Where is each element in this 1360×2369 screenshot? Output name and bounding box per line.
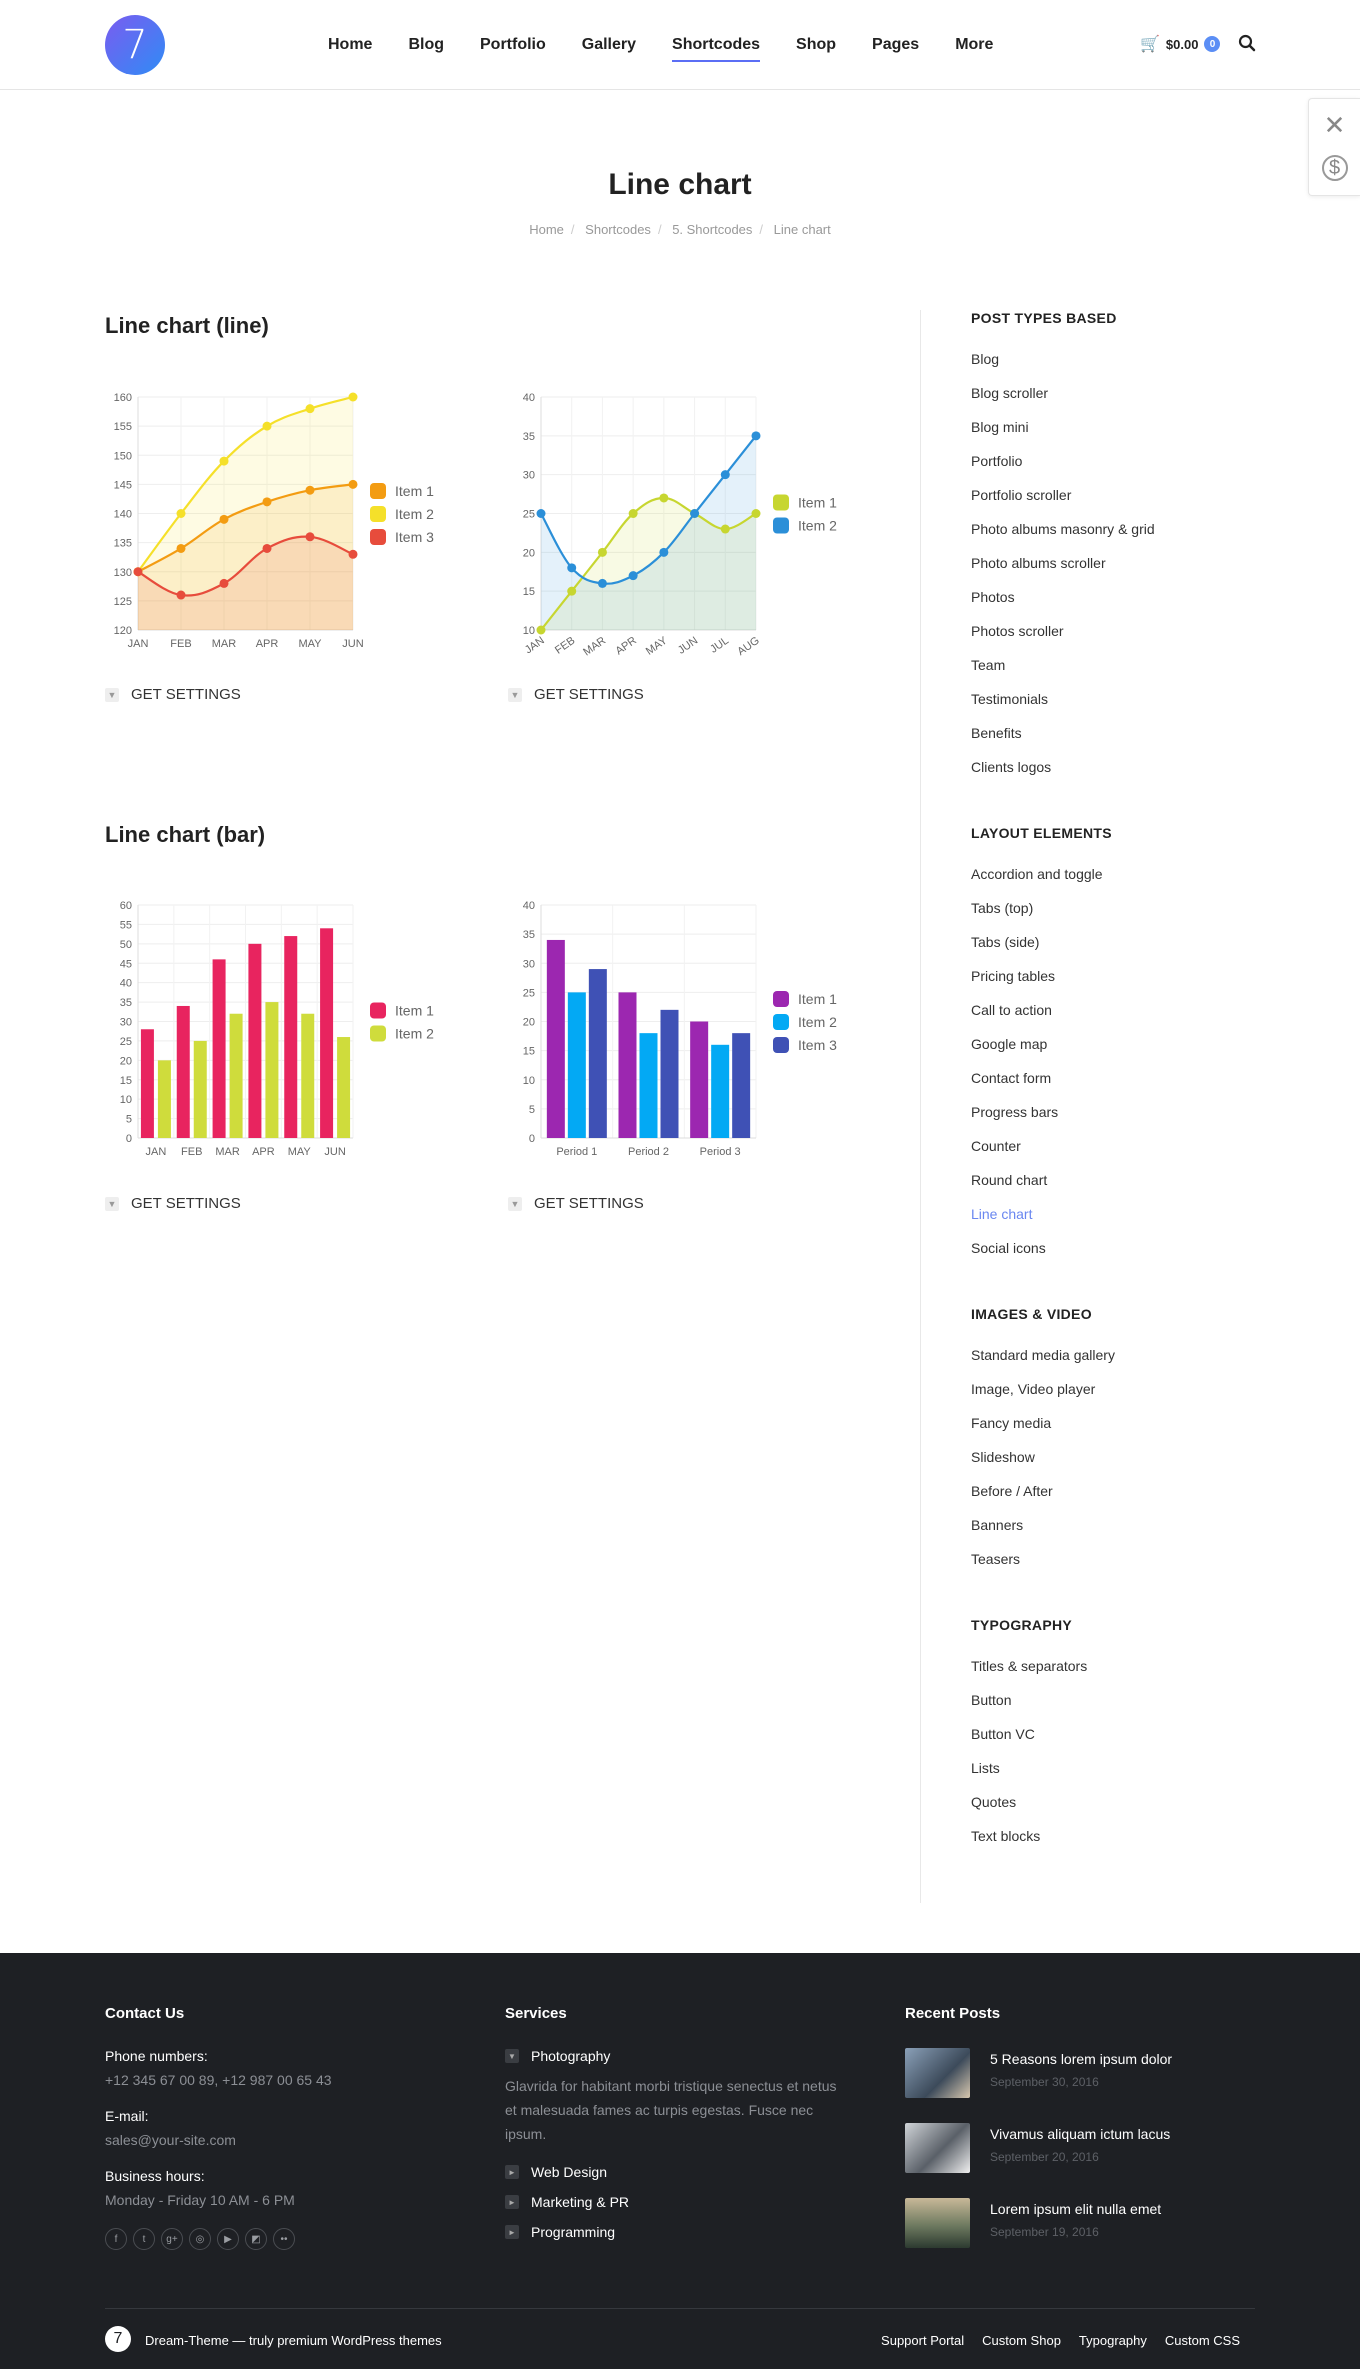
sidebar-link[interactable]: Benefits	[971, 725, 1022, 741]
x-tick-label: FEB	[553, 634, 578, 657]
site-header	[0, 0, 1360, 90]
y-tick-label: 135	[113, 537, 132, 550]
data-point	[306, 486, 315, 495]
y-tick-label: 30	[522, 958, 535, 971]
chevron-right-icon: ►	[505, 2225, 519, 2239]
x-tick-label: APR	[613, 634, 639, 658]
sidebar	[971, 310, 1291, 1894]
sidebar-link[interactable]: Round chart	[971, 1172, 1048, 1188]
y-tick-label: 20	[119, 1055, 132, 1068]
y-tick-label: 35	[119, 997, 132, 1010]
x-tick-label: JAN	[522, 634, 547, 657]
get-settings-1[interactable]	[105, 686, 241, 703]
y-tick-label: 30	[119, 1016, 132, 1029]
sidebar-link[interactable]: Testimonials	[971, 691, 1049, 707]
sidebar-link[interactable]: Blog scroller	[971, 385, 1049, 401]
sidebar-link[interactable]: Teasers	[971, 1551, 1021, 1567]
service-programming[interactable]	[505, 2224, 845, 2240]
sidebar-group	[971, 1306, 1291, 1576]
y-tick-label: 40	[119, 977, 132, 990]
recent-post[interactable]	[905, 2048, 1172, 2098]
sidebar-link[interactable]: Pricing tables	[971, 968, 1056, 984]
bar	[213, 959, 226, 1138]
legend-swatch	[370, 529, 386, 545]
post-thumbnail[interactable]	[905, 2198, 970, 2248]
service-label: Photography	[531, 2048, 611, 2064]
service-description: Glavrida for habitant morbi tristique senectus et netus et malesuada fames ac turpis egestas. Fusce nec ipsum.	[505, 2078, 837, 2142]
y-tick-label: 50	[119, 938, 132, 951]
dribbble-icon[interactable]: ◎	[189, 2228, 211, 2250]
x-tick-label: JUN	[675, 634, 701, 657]
sidebar-link[interactable]: Tabs (side)	[971, 934, 1040, 950]
get-settings-4[interactable]	[508, 1195, 644, 1212]
x-tick-label: MAR	[211, 638, 237, 650]
x-tick-label: Period 2	[628, 1146, 669, 1158]
hours-value: Monday - Friday 10 AM - 6 PM	[105, 2192, 295, 2208]
data-point	[537, 626, 546, 635]
y-tick-label: 10	[522, 1074, 535, 1087]
legend-label: Item 1	[395, 483, 434, 499]
sidebar-link[interactable]: Contact form	[971, 1070, 1052, 1086]
bar	[141, 1029, 154, 1138]
legend-swatch	[773, 991, 789, 1007]
nav-blog[interactable]: Blog	[408, 36, 444, 53]
sidebar-link[interactable]: Blog	[971, 351, 1000, 367]
post-date: September 30, 2016	[990, 2075, 1099, 2089]
email-value[interactable]: sales@your-site.com	[105, 2132, 236, 2148]
bar	[337, 1037, 350, 1138]
legend-label: Item 1	[395, 1002, 434, 1019]
x-tick-label: MAR	[581, 634, 609, 659]
footer-contact-title: Contact Us	[105, 2005, 185, 2022]
data-point	[721, 470, 730, 479]
sidebar-link[interactable]: Team	[971, 657, 1006, 673]
sidebar-group-title: LAYOUT ELEMENTS	[971, 825, 1112, 841]
sidebar-link[interactable]: Photos scroller	[971, 623, 1064, 639]
post-thumbnail[interactable]	[905, 2048, 970, 2098]
chevron-down-icon: ▼	[508, 688, 522, 702]
nav-shortcodes[interactable]: Shortcodes	[672, 30, 760, 60]
data-point	[220, 515, 229, 524]
y-tick-label: 5	[528, 1103, 535, 1116]
cart-icon: 🛒	[1140, 36, 1160, 53]
sidebar-group	[971, 310, 1291, 784]
bar	[711, 1045, 729, 1138]
sidebar-link[interactable]: Before / After	[971, 1483, 1053, 1499]
page-title: Line chart	[608, 168, 752, 201]
sidebar-link[interactable]: Fancy media	[971, 1415, 1052, 1431]
y-tick-label: 160	[113, 392, 132, 404]
data-point	[721, 525, 730, 534]
x-tick-label: MAY	[287, 1146, 311, 1158]
sidebar-link[interactable]: Text blocks	[971, 1828, 1041, 1844]
sidebar-link[interactable]: Counter	[971, 1138, 1021, 1154]
phone-value: +12 345 67 00 89, +12 987 00 65 43	[105, 2072, 332, 2088]
data-point	[598, 579, 607, 588]
data-point	[220, 579, 229, 588]
footer-bottom-links	[863, 2333, 1240, 2348]
bar	[177, 1006, 190, 1138]
post-date: September 20, 2016	[990, 2150, 1099, 2164]
y-tick-label: 35	[522, 929, 535, 942]
sidebar-link[interactable]: Banners	[971, 1517, 1024, 1533]
sidebar-link[interactable]: Photo albums masonry & grid	[971, 521, 1155, 537]
data-point	[537, 509, 546, 518]
chevron-right-icon: ►	[505, 2165, 519, 2179]
data-point	[263, 497, 272, 506]
bar	[690, 1022, 708, 1139]
x-tick-label: JUL	[708, 634, 732, 656]
x-tick-label: MAY	[643, 634, 670, 658]
data-point	[263, 544, 272, 553]
legend-swatch	[370, 483, 386, 499]
legend-swatch	[370, 506, 386, 522]
bar	[320, 928, 333, 1138]
main-nav	[310, 0, 1011, 90]
x-tick-label: JAN	[127, 638, 149, 650]
footer-services-title: Services	[505, 2005, 567, 2022]
bar	[547, 940, 565, 1138]
sidebar-link[interactable]: Button VC	[971, 1726, 1035, 1742]
section-title-bar: Line chart (bar)	[105, 822, 266, 847]
x-tick-label: MAY	[298, 638, 322, 650]
legend-swatch	[773, 495, 789, 511]
site-footer	[0, 1953, 1360, 2369]
bar	[732, 1033, 750, 1138]
sidebar-link[interactable]: Portfolio scroller	[971, 487, 1072, 503]
data-point	[629, 571, 638, 580]
legend-label: Item 3	[798, 1037, 837, 1053]
legend-swatch	[773, 1014, 789, 1030]
y-tick-label: 25	[522, 987, 535, 1000]
service-marketing[interactable]	[505, 2194, 845, 2210]
legend-label: Item 1	[798, 991, 837, 1007]
legend-label: Item 2	[395, 506, 434, 522]
y-tick-label: 15	[119, 1074, 132, 1087]
sidebar-group-title: POST TYPES BASED	[971, 310, 1117, 326]
service-label: Marketing & PR	[531, 2194, 630, 2210]
breadcrumb: Home / Shortcodes / 5. Shortcodes / Line chart	[529, 222, 831, 237]
cart-count-badge: 0	[1204, 36, 1220, 52]
post-title[interactable]: Lorem ipsum elit nulla emet	[990, 2201, 1162, 2217]
bar	[158, 1060, 171, 1138]
legend-label: Item 3	[395, 529, 434, 545]
site-logo[interactable]: 7	[105, 15, 165, 75]
section-title-line: Line chart (line)	[105, 313, 269, 338]
legend-swatch	[370, 1026, 386, 1042]
nav-shop[interactable]: Shop	[796, 36, 837, 53]
sidebar-link[interactable]: Portfolio	[971, 453, 1023, 469]
sidebar-link[interactable]: Lists	[971, 1760, 1000, 1776]
y-tick-label: 40	[522, 392, 535, 404]
sidebar-link[interactable]: Blog mini	[971, 419, 1029, 435]
service-label: Web Design	[531, 2164, 608, 2180]
y-tick-label: 55	[119, 919, 132, 932]
google-plus-icon[interactable]: g+	[161, 2228, 183, 2250]
get-settings-label: GET SETTINGS	[131, 686, 241, 703]
footer-recent-posts	[905, 2005, 1172, 2273]
footer-recent-title: Recent Posts	[905, 2005, 1001, 2022]
footer-link-typography[interactable]: Typography	[1078, 2333, 1147, 2348]
x-tick-label: Period 1	[556, 1146, 598, 1158]
chevron-down-icon: ▼	[105, 1197, 119, 1211]
bar	[284, 936, 297, 1138]
x-tick-label: FEB	[170, 638, 192, 650]
post-thumbnail[interactable]	[905, 2123, 970, 2173]
sidebar-link[interactable]: Progress bars	[971, 1104, 1059, 1120]
sidebar-link[interactable]: Social icons	[971, 1240, 1046, 1256]
email-label: E-mail:	[105, 2108, 149, 2124]
y-tick-label: 150	[113, 450, 132, 463]
get-settings-label: GET SETTINGS	[131, 1195, 241, 1212]
get-settings-3[interactable]	[105, 1195, 241, 1212]
y-tick-label: 10	[119, 1094, 132, 1107]
bar	[568, 992, 586, 1138]
footer-link-shop[interactable]: Custom Shop	[982, 2333, 1061, 2348]
sidebar-link[interactable]: Accordion and toggle	[971, 866, 1103, 882]
sidebar-group	[971, 1617, 1291, 1853]
data-point	[177, 591, 186, 600]
post-title[interactable]: Vivamus aliquam ictum lacus	[990, 2126, 1171, 2142]
flickr-icon[interactable]: ••	[273, 2228, 295, 2250]
bar	[589, 969, 607, 1138]
sidebar-link[interactable]: Titles & separators	[971, 1658, 1088, 1674]
y-tick-label: 0	[528, 1133, 535, 1145]
sidebar-link[interactable]: Slideshow	[971, 1449, 1035, 1465]
data-point	[659, 493, 668, 502]
x-tick-label: JAN	[145, 1146, 167, 1158]
chart-line-2-svg	[498, 385, 878, 665]
y-tick-label: 35	[522, 430, 535, 443]
data-point	[349, 480, 358, 489]
legend-swatch	[773, 1037, 789, 1053]
x-tick-label: APR	[255, 638, 279, 650]
youtube-icon[interactable]: ▶	[217, 2228, 239, 2250]
x-tick-label: AUG	[735, 634, 762, 659]
legend-label: Item 1	[798, 494, 837, 511]
sidebar-divider	[920, 310, 921, 1903]
y-tick-label: 30	[522, 469, 535, 482]
bar	[194, 1041, 207, 1138]
breadcrumb-home[interactable]: Home	[529, 222, 564, 237]
recent-post[interactable]	[905, 2198, 1172, 2248]
twitter-icon[interactable]: t	[133, 2228, 155, 2250]
nav-home[interactable]: Home	[328, 36, 373, 53]
cart-amount: $0.00	[1165, 36, 1199, 52]
data-point	[629, 509, 638, 518]
sidebar-group-title: IMAGES & VIDEO	[971, 1306, 1092, 1322]
sidebar-link[interactable]: Photo albums scroller	[971, 555, 1106, 571]
delicious-icon[interactable]: ◩	[245, 2228, 267, 2250]
phone-label: Phone numbers:	[105, 2048, 208, 2064]
service-web-design[interactable]	[505, 2164, 845, 2180]
legend-swatch	[773, 518, 789, 534]
hours-label: Business hours:	[105, 2168, 205, 2184]
x-tick-label: Period 3	[699, 1146, 741, 1158]
bar	[265, 1002, 278, 1138]
data-point	[567, 563, 576, 572]
y-tick-label: 20	[522, 547, 535, 560]
service-photography[interactable]	[505, 2048, 845, 2064]
footer-contact	[105, 2005, 332, 2250]
bar	[230, 1014, 243, 1138]
get-settings-label: GET SETTINGS	[534, 686, 644, 703]
data-point	[134, 567, 143, 576]
data-point	[263, 422, 272, 431]
breadcrumb-5-shortcodes[interactable]: 5. Shortcodes	[672, 222, 753, 237]
sidebar-link[interactable]: Call to action	[971, 1002, 1052, 1018]
y-tick-label: 120	[113, 625, 132, 637]
y-tick-label: 130	[113, 566, 132, 579]
bar	[661, 1010, 679, 1138]
sidebar-group-title: TYPOGRAPHY	[971, 1617, 1073, 1633]
get-settings-label: GET SETTINGS	[534, 1195, 644, 1212]
data-point	[598, 548, 607, 557]
sidebar-link[interactable]: Button	[971, 1692, 1012, 1708]
post-title[interactable]: 5 Reasons lorem ipsum dolor	[990, 2051, 1173, 2067]
x-tick-label: FEB	[181, 1146, 203, 1158]
y-tick-label: 25	[119, 1035, 132, 1048]
legend-label: Item 2	[798, 517, 837, 534]
data-point	[567, 587, 576, 596]
tools-icon[interactable]: ✕	[1323, 110, 1346, 140]
data-point	[752, 509, 761, 518]
data-point	[306, 532, 315, 541]
y-tick-label: 140	[113, 508, 132, 521]
y-tick-label: 15	[522, 586, 535, 599]
sidebar-link[interactable]: Standard media gallery	[971, 1347, 1115, 1363]
y-tick-label: 5	[125, 1113, 132, 1126]
footer-logo[interactable]: 7	[105, 2326, 131, 2352]
sidebar-link[interactable]: Tabs (top)	[971, 900, 1034, 916]
breadcrumb-current: Line chart	[773, 222, 831, 237]
post-date: September 19, 2016	[990, 2225, 1099, 2239]
get-settings-2[interactable]	[508, 686, 644, 703]
bar	[248, 944, 261, 1138]
chart-line-1	[95, 385, 475, 665]
social-icons	[105, 2228, 332, 2250]
y-tick-label: 0	[125, 1133, 132, 1145]
data-point	[306, 404, 315, 413]
legend-label: Item 2	[798, 1014, 837, 1030]
sidebar-group	[971, 825, 1291, 1265]
legend-swatch	[370, 1003, 386, 1019]
chevron-right-icon: ►	[505, 2195, 519, 2209]
cart-widget[interactable]	[1140, 34, 1220, 54]
chevron-down-icon: ▼	[105, 688, 119, 702]
y-tick-label: 15	[522, 1045, 535, 1058]
y-tick-label: 155	[113, 421, 132, 434]
chart-bar-2-svg	[498, 893, 878, 1173]
data-point	[349, 550, 358, 559]
footer-services	[505, 2005, 845, 2254]
nav-pages[interactable]: Pages	[872, 36, 920, 53]
data-point	[659, 548, 668, 557]
footer-link-support[interactable]: Support Portal	[881, 2333, 965, 2348]
bar	[640, 1033, 658, 1138]
y-tick-label: 40	[522, 900, 535, 912]
nav-portfolio[interactable]: Portfolio	[480, 36, 546, 53]
bar	[619, 992, 637, 1138]
footer-divider	[105, 2308, 1255, 2309]
data-point	[177, 509, 186, 518]
data-point	[177, 544, 186, 553]
y-tick-label: 125	[113, 595, 132, 608]
search-icon[interactable]	[1238, 34, 1256, 52]
data-point	[690, 509, 699, 518]
service-label: Programming	[531, 2224, 616, 2240]
sidebar-link[interactable]: Quotes	[971, 1794, 1017, 1810]
breadcrumb-shortcodes[interactable]: Shortcodes	[585, 222, 651, 237]
sidebar-link[interactable]: Image, Video player	[971, 1381, 1096, 1397]
nav-gallery[interactable]: Gallery	[581, 36, 637, 53]
chart-bar-1-svg	[95, 893, 475, 1173]
chart-bar-2	[498, 893, 878, 1173]
x-tick-label: JUN	[324, 1146, 346, 1158]
chart-bar-1	[95, 893, 475, 1173]
y-tick-label: 45	[119, 958, 132, 971]
y-tick-label: 145	[113, 479, 132, 492]
y-tick-label: 10	[522, 625, 535, 637]
y-tick-label: 25	[522, 508, 535, 521]
legend-label: Item 2	[395, 1025, 434, 1042]
recent-post[interactable]	[905, 2123, 1172, 2173]
sidebar-link[interactable]: Line chart	[971, 1206, 1033, 1222]
facebook-icon[interactable]: f	[105, 2228, 127, 2250]
sidebar-link[interactable]: Google map	[971, 1036, 1048, 1052]
chevron-down-icon: ▼	[505, 2049, 519, 2063]
x-tick-label: MAR	[215, 1146, 240, 1158]
bar	[301, 1014, 314, 1138]
y-tick-label: 60	[119, 900, 132, 912]
x-tick-label: JUN	[342, 638, 364, 650]
footer-copyright: Dream-Theme — truly premium WordPress themes	[145, 2333, 442, 2348]
chart-line-2	[498, 385, 878, 665]
sidebar-link[interactable]: Clients logos	[971, 759, 1052, 775]
nav-more[interactable]: More	[955, 36, 994, 53]
y-tick-label: 20	[522, 1016, 535, 1029]
x-tick-label: APR	[252, 1146, 275, 1158]
sidebar-link[interactable]: Photos	[971, 589, 1015, 605]
data-point	[220, 457, 229, 466]
chart-line-1-svg	[95, 385, 475, 665]
data-point	[752, 431, 761, 440]
data-point	[349, 393, 358, 402]
chevron-down-icon: ▼	[508, 1197, 522, 1211]
dollar-icon[interactable]: $	[1322, 155, 1348, 181]
footer-link-css[interactable]: Custom CSS	[1164, 2333, 1240, 2348]
